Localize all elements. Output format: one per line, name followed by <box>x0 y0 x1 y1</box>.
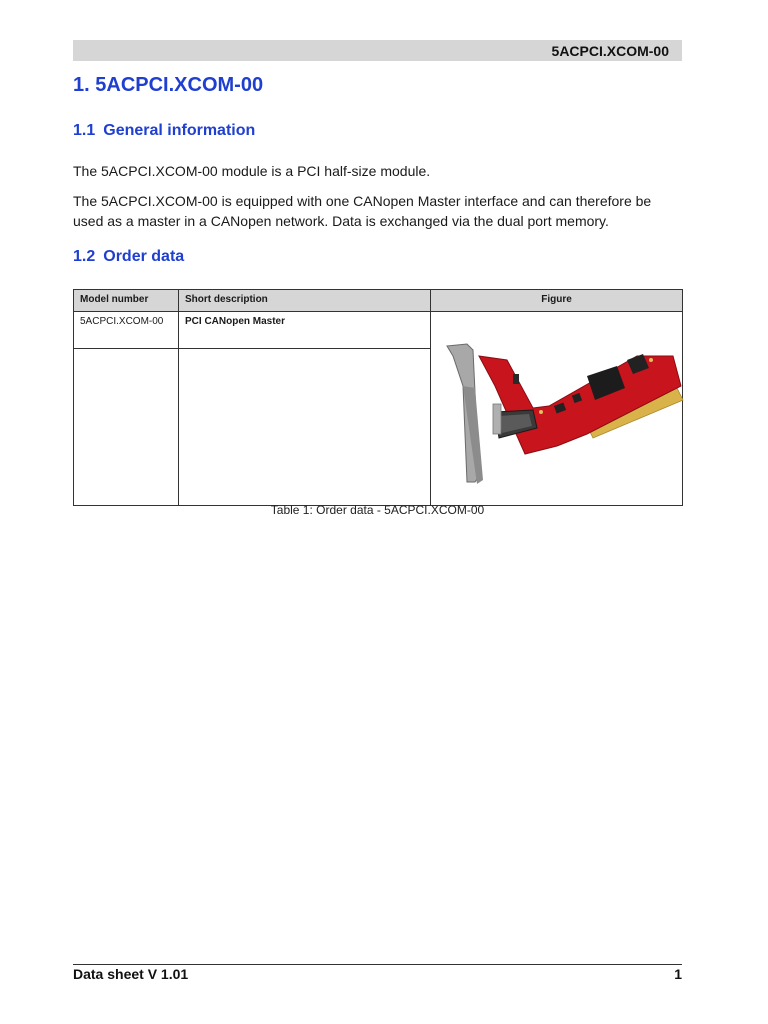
table-header-row <box>74 290 683 312</box>
section-title: General information <box>103 122 256 139</box>
table-caption: Table 1: Order data - 5ACPCI.XCOM-00 <box>270 503 485 517</box>
order-data-table <box>73 289 683 506</box>
section-heading-general <box>73 122 255 140</box>
page-title <box>73 74 263 97</box>
table-row <box>74 312 683 349</box>
paragraph-intro: The 5ACPCI.XCOM-00 module is a PCI half-size module. <box>73 163 431 179</box>
title-text: 5ACPCI.XCOM-00 <box>95 74 264 96</box>
page-header-bar <box>73 40 682 61</box>
footer-document-version: Data sheet V 1.01 <box>73 966 189 982</box>
header-code: 5ACPCI.XCOM-00 <box>551 43 669 59</box>
footer-page-number: 1 <box>674 966 682 982</box>
title-number: 1. <box>73 74 90 96</box>
column-header-description: Short description <box>179 290 431 312</box>
column-header-figure: Figure <box>431 290 683 312</box>
paragraph-details: The 5ACPCI.XCOM-00 is equipped with one CANopen Master interface and can therefore be used as a master in a CANopen network. Data is exchanged via the dual port memory. <box>73 193 652 229</box>
cell-figure <box>431 312 683 506</box>
section-number: 1.1 <box>73 122 96 139</box>
cell-empty <box>179 348 431 505</box>
pci-card-image <box>437 316 687 498</box>
cell-empty <box>74 348 179 505</box>
column-header-model: Model number <box>74 290 179 312</box>
footer-divider <box>73 964 682 965</box>
section-heading-order <box>73 248 184 266</box>
cell-model-number: 5ACPCI.XCOM-00 <box>74 312 179 349</box>
section-number: 1.2 <box>73 248 96 265</box>
cell-short-description: PCI CANopen Master <box>179 312 431 349</box>
section-title: Order data <box>103 248 185 265</box>
